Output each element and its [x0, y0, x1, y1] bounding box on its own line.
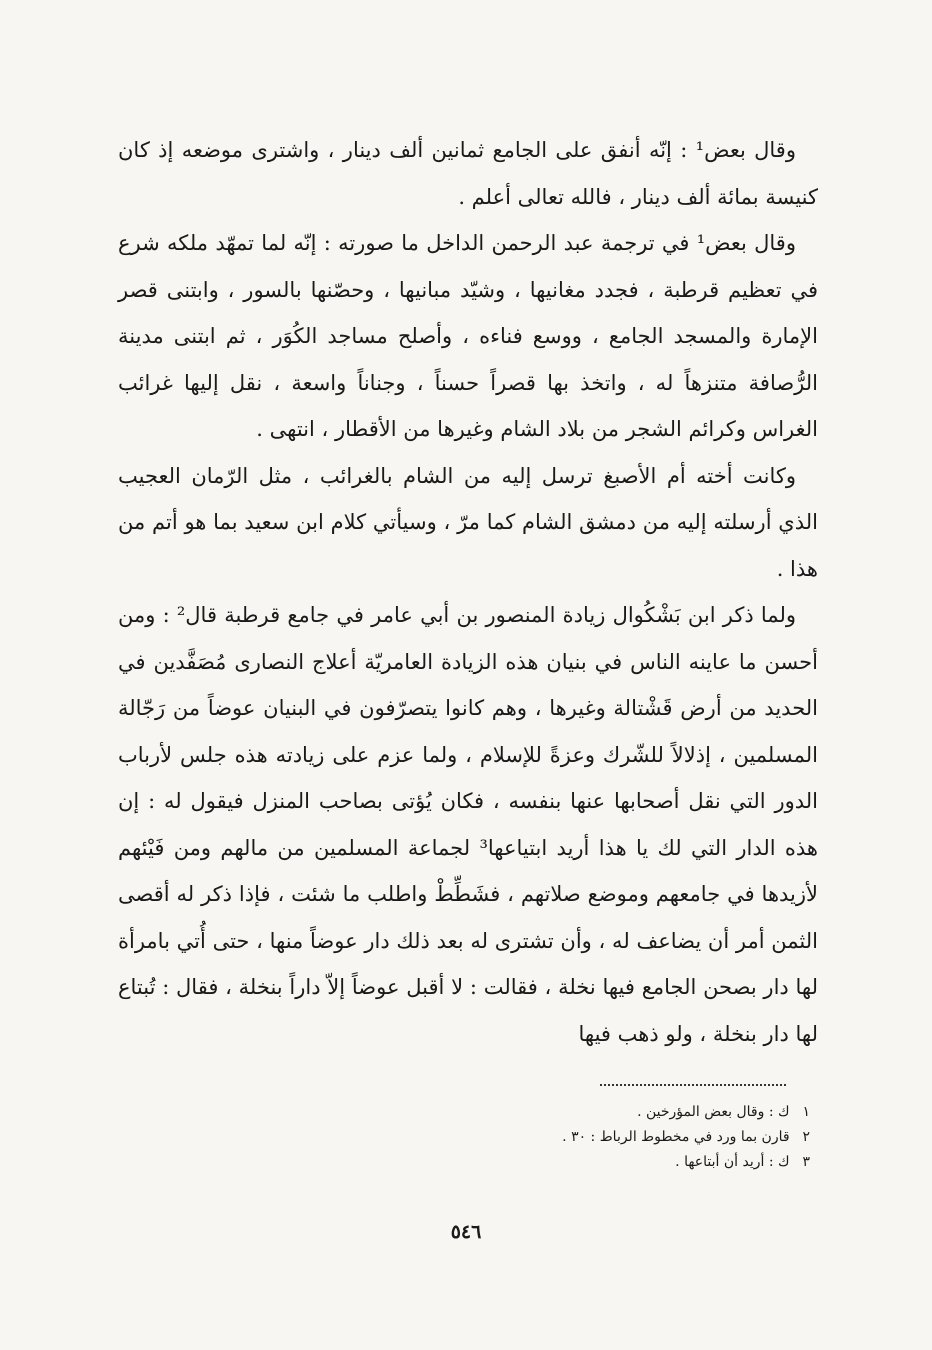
footnote-number: ٢: [802, 1129, 810, 1145]
page-number: ٥٤٦: [450, 1221, 482, 1243]
footnote-2: [300, 1125, 810, 1150]
paragraph-1: وقال بعض¹ : إنّه أنفق على الجامع ثمانين ألف دينار ، واشترى موضعه إذ كان كنيسة بمائة ألف دينار ، فالله تعالى أعلم .: [118, 138, 818, 209]
footnote-number: ٣: [802, 1154, 810, 1170]
footnote-text: ك : وقال بعض المؤرخين .: [637, 1104, 790, 1120]
footnote-separator: [600, 1084, 786, 1086]
paragraph-4: ولما ذكر ابن بَشْكُوال زيادة المنصور بن أبي عامر في جامع قرطبة قال² : ومن أحسن ما عاينه الناس في بنيان هذه الزيادة العامريّة أعلاج النصارى مُصَفَّدين في الحديد من أرض قَشْتالة وغيرها ، وهم كانوا يتصرّفون في البنيان عوضاً من رَجّالة المسلمين ، إذلالاً للشّرك وعزةً للإسلام ، ولما عزم على زيادته هذه جلس لأرباب الدور التي نقل أصحابها عنها بنفسه ، فكان يُؤتى بصاحب المنزل فيقول له : إن هذه الدار التي لك يا هذا أريد ابتياعها³ لجماعة المسلمين من مالهم ومن فَيْئهم لأزيدها في جامعهم وموضع صلاتهم ، فشَطِّطْ واطلب ما شئت ، فإذا ذكر له أقصى الثمن أمر أن يضاعف له ، وأن تشترى له بعد ذلك دار عوضاً منها ، حتى أُتي بامرأة لها دار بصحن الجامع فيها نخلة ، فقالت : لا أقبل عوضاً إلاّ داراً بنخلة ، فقال : تُبتاع لها دار بنخلة ، ولو ذهب فيها: [118, 603, 819, 1046]
footnote-number: ١: [802, 1104, 810, 1120]
footnote-text: ك : أريد أن أبتاعها .: [675, 1154, 790, 1170]
footnotes: [300, 1100, 810, 1175]
footnote-text: قارن بما ورد في مخطوط الرباط : ٣٠ .: [562, 1129, 790, 1145]
paragraph-2: وقال بعض¹ في ترجمة عبد الرحمن الداخل ما صورته : إنّه لما تمهّد ملكه شرع في تعظيم قرطبة ، فجدد مغانيها ، وشيّد مبانيها ، وحصّنها بالسور ، وابتنى قصر الإمارة والمسجد الجامع ، ووسع فناءه ، وأصلح مساجد الكُوَر ، ثم ابتنى مدينة الرُّصافة متنزهاً له ، واتخذ بها قصراً حسناً ، وجناناً واسعة ، نقل إليها غرائب الغراس وكرائم الشجر من بلاد الشام وغيرها من الأقطار ، انتهى .: [118, 231, 818, 441]
main-text: [118, 127, 818, 1057]
footnote-1: [300, 1100, 810, 1125]
footnote-3: [300, 1150, 810, 1175]
paragraph-3: وكانت أخته أم الأصبغ ترسل إليه من الشام بالغرائب ، مثل الرّمان العجيب الذي أرسلته إليه من دمشق الشام كما مرّ ، وسيأتي كلام ابن سعيد بما هو أتم من هذا .: [118, 463, 818, 581]
